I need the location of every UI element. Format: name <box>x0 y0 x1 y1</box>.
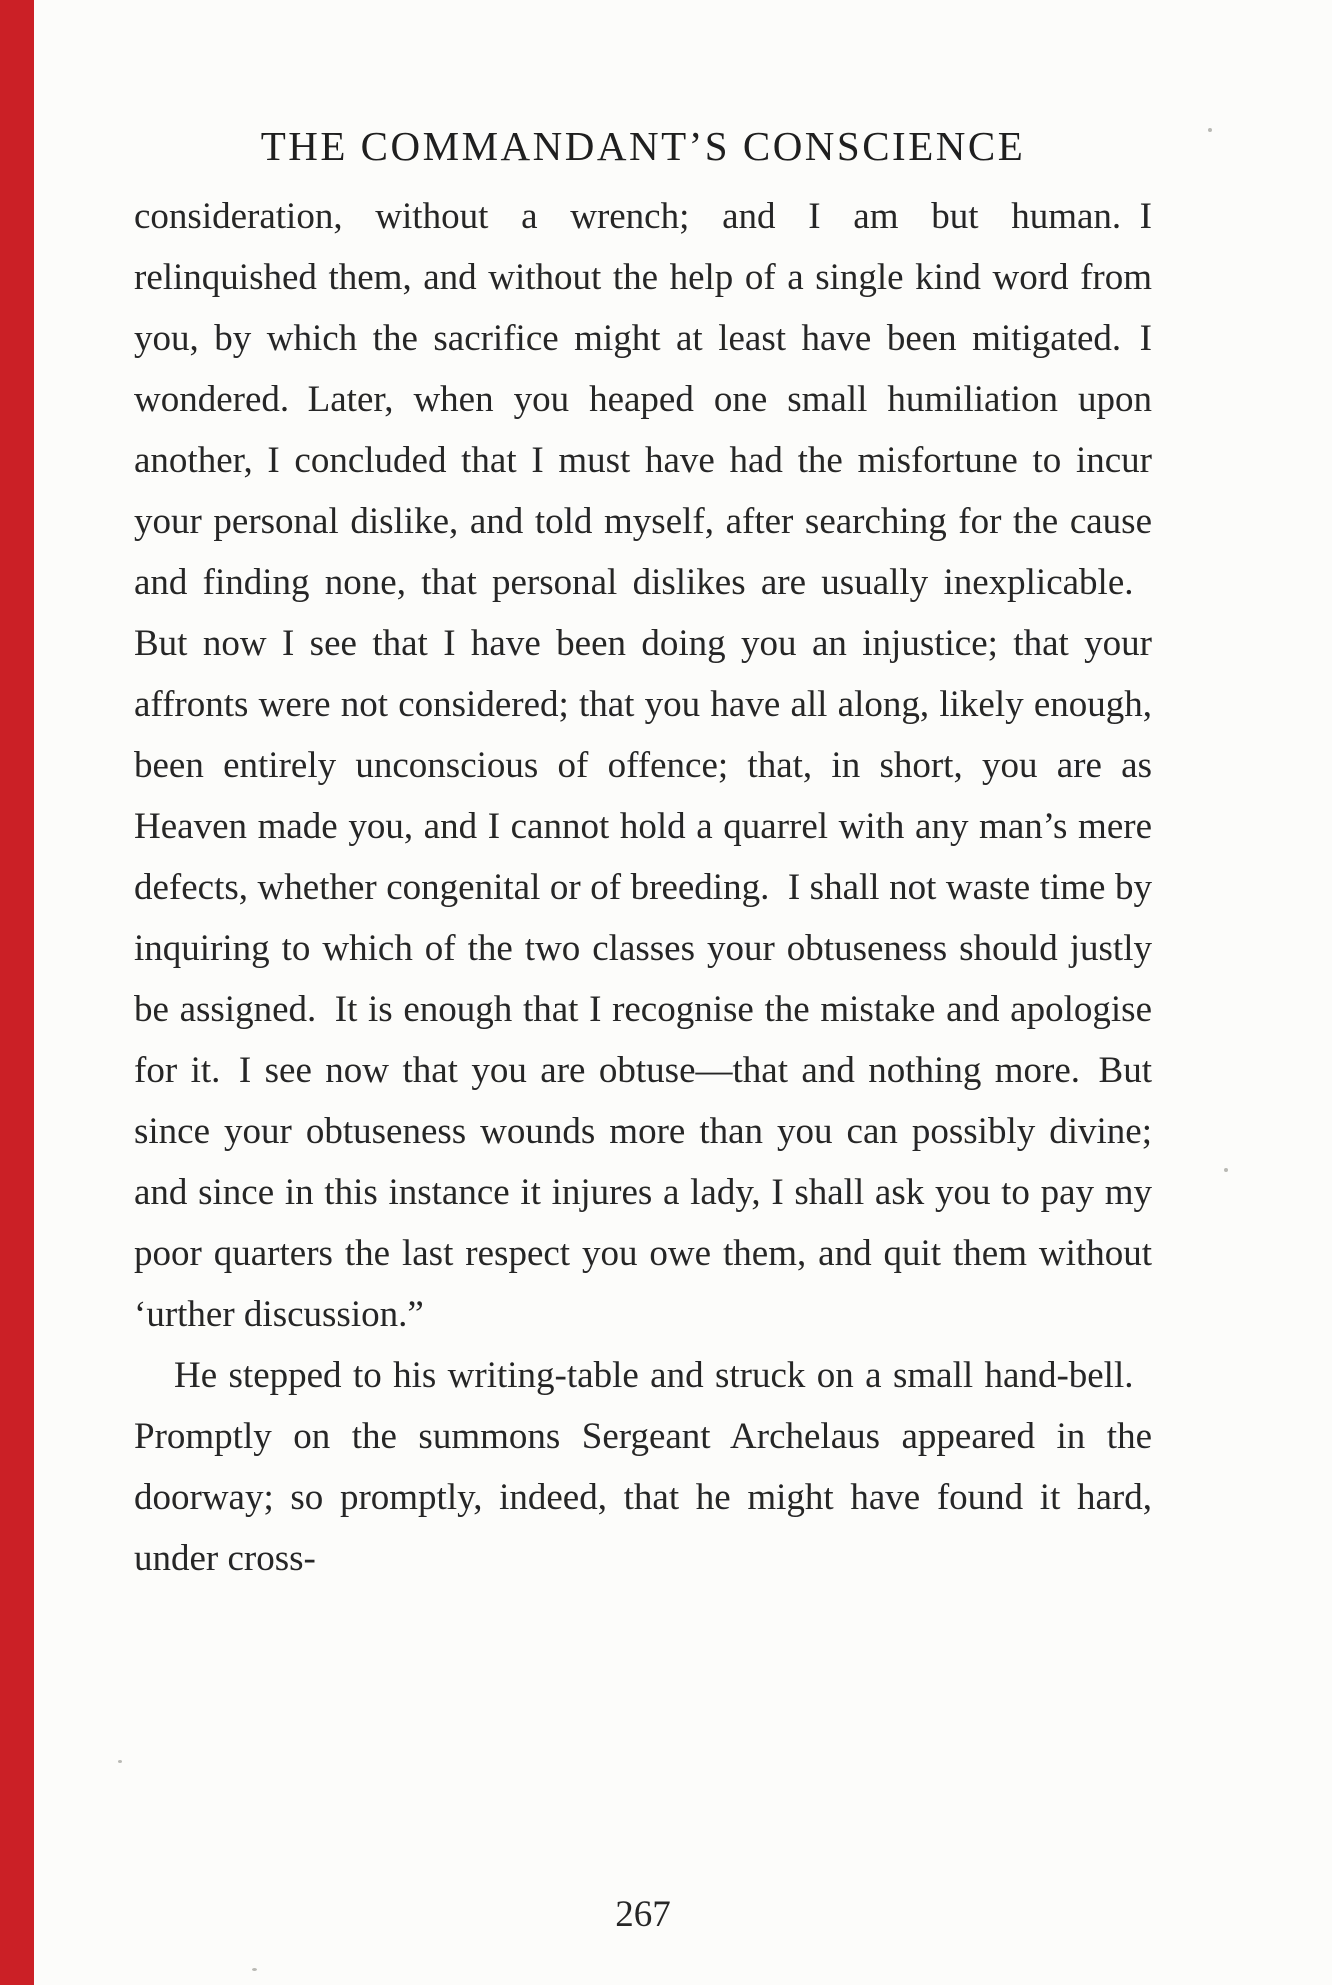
scan-speck <box>1208 128 1212 132</box>
paragraph-continuation: consideration, without a wrench; and I am but human. I relinquished them, and without the help of a single kind word from you, by which the sacrifice might at least have been mitigated. I wondered. Later, when you heaped one small humiliation upon another, I concluded that I must have had the misfortune to incur your personal dislike, and told myself, after searching for the cause and finding none, that personal dislikes are usually inexplicable. But now I see that I have been doing you an injustice; that your affronts were not considered; that you have all along, likely enough, been entirely unconscious of offence; that, in short, you are as Heaven made you, and I cannot hold a quarrel with any man’s mere defects, whether congenital or of breeding. I shall not waste time by inquiring to which of the two classes your obtuseness should justly be assigned. It is enough that I recognise the mistake and apologise for it. I see now that you are obtuse—that and nothing more. But since your obtuseness wounds more than you can possibly divine; and since in this instance it injures a lady, I shall ask you to pay my poor quarters the last respect you owe them, and quit them without ‘urther discussion.” <box>134 196 1152 1335</box>
scan-edge-red-bar <box>0 0 34 1985</box>
text-block <box>134 122 1152 1589</box>
scan-speck <box>252 1968 257 1971</box>
page-number: 267 <box>615 1894 671 1935</box>
running-header-title: THE COMMANDANT’S CONSCIENCE <box>260 123 1026 169</box>
scan-speck <box>118 1760 122 1763</box>
scan-speck <box>1224 1168 1228 1172</box>
paragraph: He stepped to his writing-table and struck on a small hand-bell. Promptly on the summons Sergeant Archelaus appeared in the doorway; so promptly, indeed, that he might have found it hard, under cross- <box>134 1355 1152 1579</box>
